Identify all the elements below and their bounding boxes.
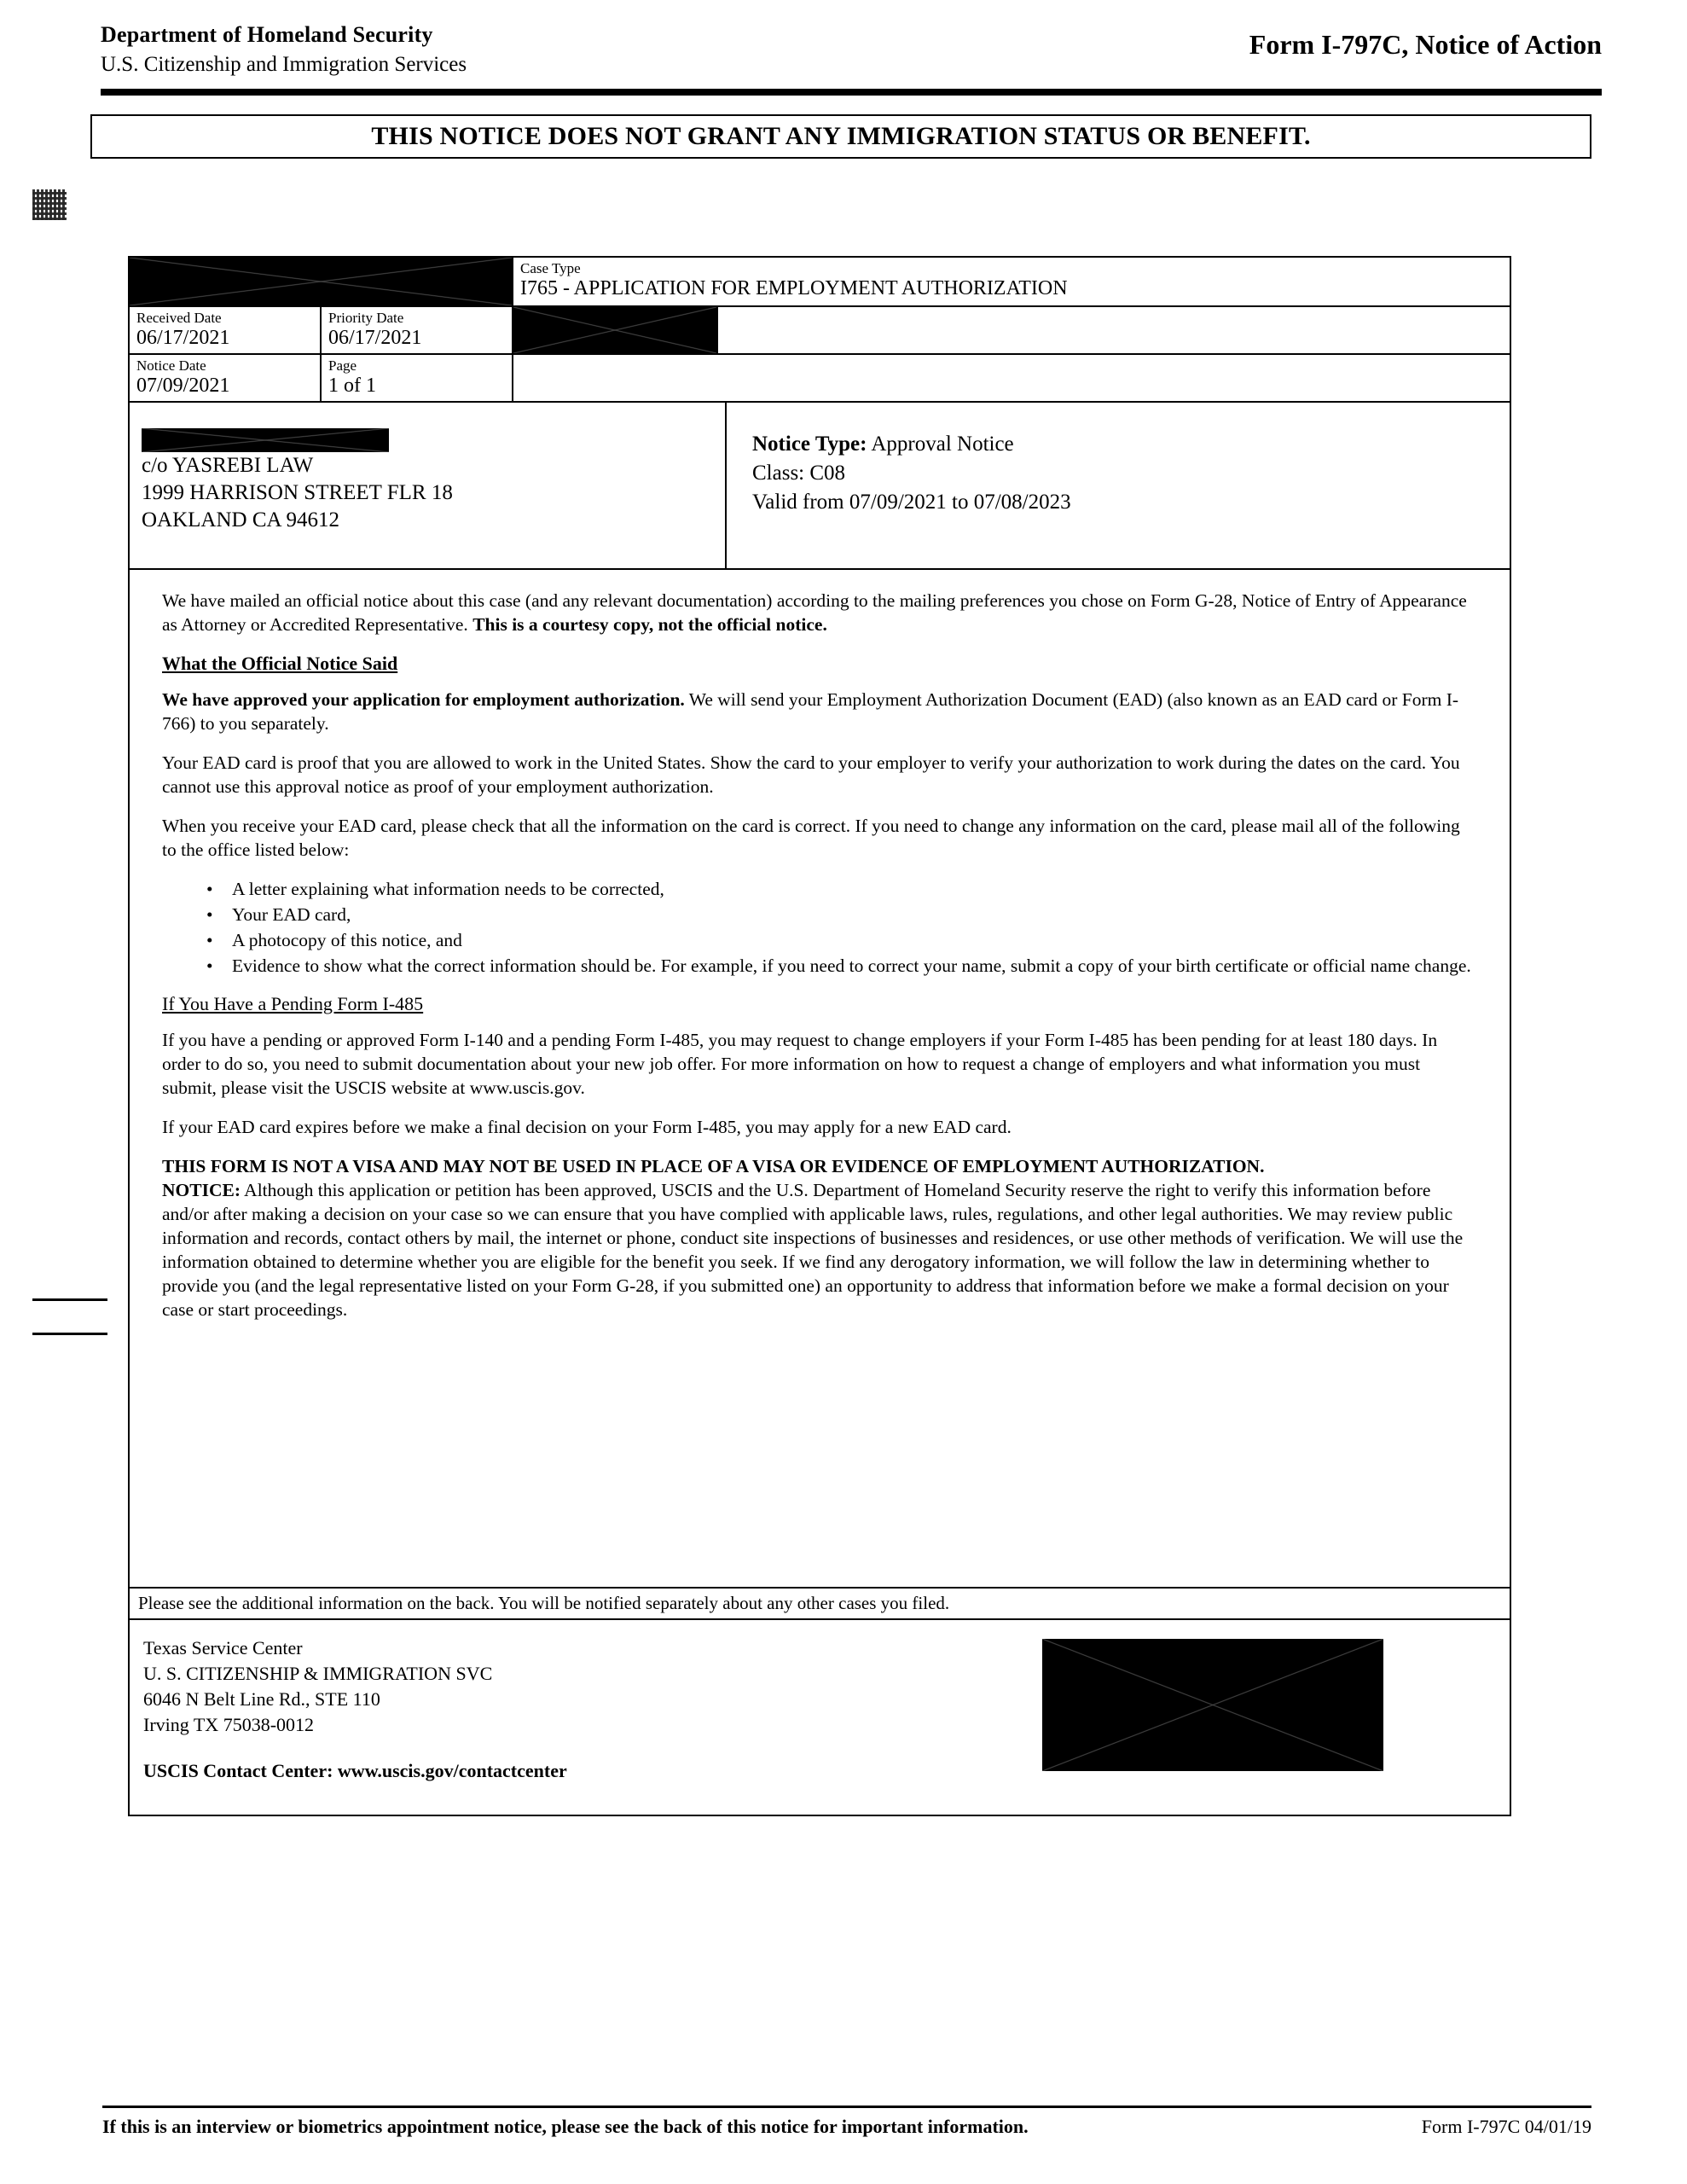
received-date-value: 06/17/2021: [136, 327, 230, 349]
case-row-2-blank: [718, 307, 1510, 355]
office-line-1: Texas Service Center: [143, 1637, 303, 1658]
case-type-value: I765 - APPLICATION FOR EMPLOYMENT AUTHORIZATION: [520, 277, 1068, 299]
courtesy-text-bold: This is a courtesy copy, not the official notice.: [472, 614, 827, 635]
footer-form-revision: Form I-797C 04/01/19: [1421, 2116, 1591, 2137]
case-row-3-blank: [513, 355, 1510, 403]
notice-validity: Valid from 07/09/2021 to 07/08/2023: [752, 491, 1071, 514]
paragraph-expires: If your EAD card expires before we make a final decision on your Form I-485, you may apply for a new EAD card.: [162, 1117, 1012, 1137]
case-type-label: Case Type: [520, 260, 581, 276]
list-item: • Your EAD card,: [229, 903, 1477, 927]
page-label: Page: [328, 357, 357, 374]
priority-date-value: 06/17/2021: [328, 327, 422, 349]
approved-bold: We have approved your application for employment authorization.: [162, 689, 685, 710]
agency-subname: U.S. Citizenship and Immigration Services: [101, 53, 467, 76]
paragraph-pending: If you have a pending or approved Form I-140 and a pending Form I-485, you may request to change employers if your Form I-485 has been pending for at least 180 days. In order to do so, you need to submit documentation about your new job offer. For more information on how to request a change of employers and what information you must submit, please visit the USCIS website at www.uscis.gov.: [162, 1030, 1438, 1098]
address-notice-row: [130, 403, 1510, 570]
list-item: • A letter explaining what information needs to be corrected,: [229, 877, 1477, 902]
addressee-name-redacted: [142, 428, 389, 452]
document-footer: [102, 2116, 1591, 2138]
notice-body-frame: [128, 256, 1511, 1816]
mailing-address-block: [130, 403, 727, 570]
case-row-3: [130, 355, 1510, 403]
footer-note: If this is an interview or biometrics appointment notice, please see the back of this notice for important information.: [102, 2116, 1029, 2137]
notice-class-value: C08: [809, 462, 846, 485]
received-date-label: Received Date: [136, 310, 222, 326]
margin-mark: [32, 1298, 107, 1301]
agency-name: Department of Homeland Security: [101, 22, 433, 47]
notice-rest: Although this application or petition has been approved, USCIS and the U.S. Department of Homeland Security reserve the right to verify this information before and/or after making a decision on your case so we can ensure that you have complied with applicable laws, rules, regulations, and other legal authorities. We may review public information and records, contact others by mail, the internet or phone, conduct site inspections of businesses and residences, or use other methods of verification. We will use the information obtained to determine whether you are eligible for the benefit you seek. If we find any derogatory information, we will follow the law in determining whether to provide you (and the legal representative listed on your Form G-28, if you submitted one) an opportunity to address that information before we make a formal decision on your case or start proceedings.: [162, 1180, 1464, 1320]
case-type-cell: [513, 258, 1510, 307]
paragraph-proof: Your EAD card is proof that you are allowed to work in the United States. Show the card to your employer to verify your authorization to work during the dates on the card. You cannot use this approval notice as proof of your employment authorization.: [162, 752, 1460, 797]
notice-date-value: 07/09/2021: [136, 375, 230, 397]
additional-info-note: Please see the additional information on the back. You will be notified separately about any other cases you filed.: [130, 1589, 1510, 1620]
address-line-2: 1999 HARRISON STREET FLR 18: [142, 481, 453, 504]
case-row-1: [130, 258, 1510, 307]
paragraph-courtesy: [162, 589, 1477, 636]
office-line-2: U. S. CITIZENSHIP & IMMIGRATION SVC: [143, 1663, 493, 1684]
barcode-icon: [32, 189, 67, 220]
document-header: [101, 22, 1602, 77]
courtesy-text-1: We have mailed an official notice about this case (and any relevant documentation) according to the mailing preferences you chose on Form G-28, Notice of Entry of Appearance as Attorney or Accredited Representative.: [162, 590, 1467, 635]
address-line-1: c/o YASREBI LAW: [142, 454, 314, 477]
address-line-3: OAKLAND CA 94612: [142, 508, 339, 531]
priority-date-cell: [322, 307, 513, 355]
page-cell: [322, 355, 513, 403]
form-title: Form I-797C, Notice of Action: [1249, 29, 1602, 60]
notice-type-value: Approval Notice: [871, 433, 1014, 456]
office-address-block: [130, 1620, 1510, 1815]
office-line-3: 6046 N Belt Line Rd., STE 110: [143, 1688, 380, 1710]
status-banner-text: THIS NOTICE DOES NOT GRANT ANY IMMIGRATION STATUS OR BENEFIT.: [371, 122, 1311, 150]
notice-type-label: Notice Type:: [752, 433, 867, 456]
margin-mark: [32, 1333, 107, 1335]
paragraph-approved: [162, 688, 1477, 735]
status-banner: [90, 114, 1591, 159]
correction-list: [162, 877, 1477, 979]
paragraph-notice: [162, 1154, 1477, 1321]
list-item: • Evidence to show what the correct information should be. For example, if you need to correct your name, submit a copy of your birth certificate or official name change.: [229, 954, 1477, 979]
page-value: 1 of 1: [328, 375, 376, 397]
approved-rest: We will send your Employment Authorization Document (EAD) (also known as an EAD card or Form I-766) to you separately.: [162, 689, 1459, 734]
uscis-contact-center: USCIS Contact Center: www.uscis.gov/contactcenter: [143, 1760, 567, 1781]
notice-body-text: [130, 570, 1510, 1589]
heading-official-notice: [162, 652, 1477, 676]
case-row-2: [130, 307, 1510, 355]
heading-pending-i485: [162, 992, 1477, 1016]
not-a-visa-text: THIS FORM IS NOT A VISA AND MAY NOT BE USED IN PLACE OF A VISA OR EVIDENCE OF EMPLOYMENT AUTHORIZATION.: [162, 1156, 1265, 1176]
notice-date-label: Notice Date: [136, 357, 206, 374]
notice-type-block: [727, 403, 1510, 570]
notice-label: NOTICE:: [162, 1180, 241, 1200]
heading-pending-i485-text: If You Have a Pending Form I-485: [162, 993, 424, 1014]
notice-class-line: [752, 459, 1510, 488]
header-divider: [101, 89, 1602, 96]
paragraph-check: When you receive your EAD card, please check that all the information on the card is correct. If you need to change any information on the card, please mail all of the following to the office listed below:: [162, 816, 1460, 860]
heading-official-notice-text: What the Official Notice Said: [162, 653, 398, 674]
footer-divider: [102, 2106, 1591, 2108]
received-date-cell: [130, 307, 322, 355]
notice-type-line: [752, 430, 1510, 459]
signature-redacted: [1042, 1639, 1383, 1771]
office-line-4: Irving TX 75038-0012: [143, 1714, 315, 1735]
agency-identification: [101, 22, 467, 77]
list-item: • A photocopy of this notice, and: [229, 928, 1477, 953]
priority-date-label: Priority Date: [328, 310, 404, 326]
applicant-name-redacted: [513, 307, 718, 355]
notice-class-label: Class:: [752, 462, 805, 485]
notice-date-cell: [130, 355, 322, 403]
receipt-number-redacted: [130, 258, 513, 307]
